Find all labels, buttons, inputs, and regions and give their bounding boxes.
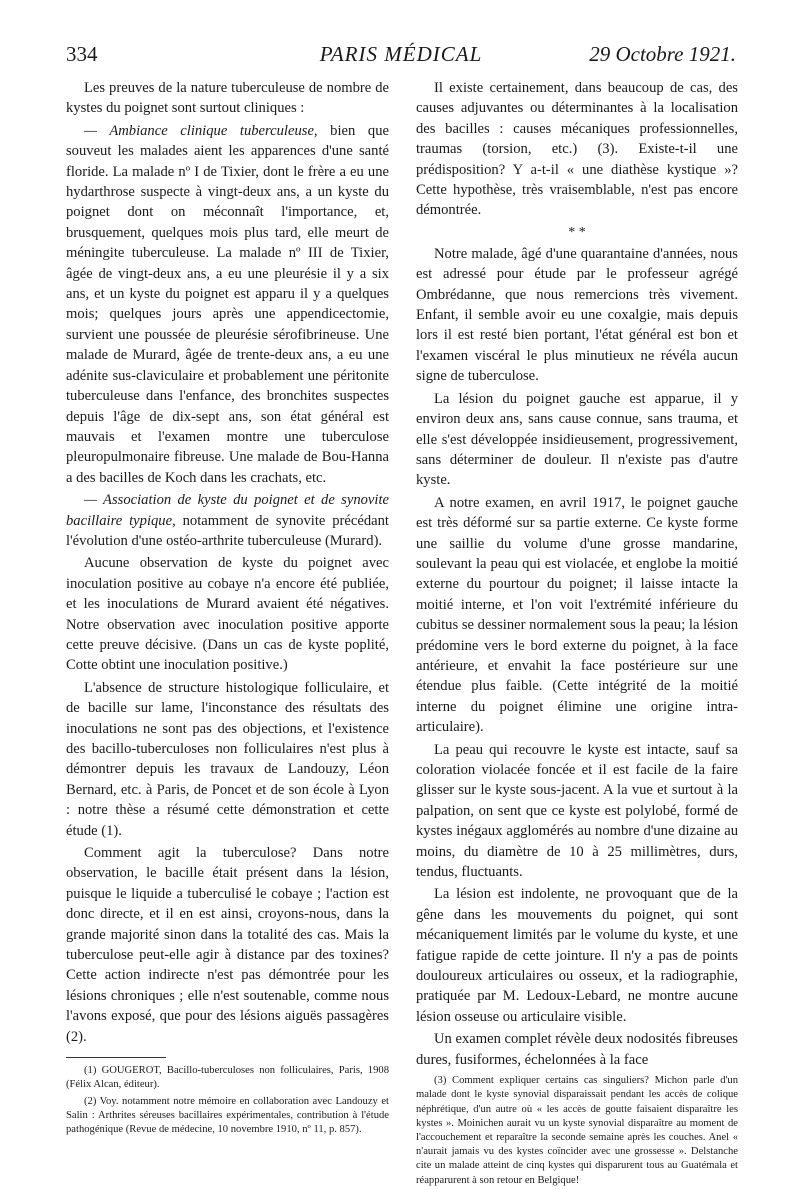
- paragraph: Aucune observation de kyste du poignet avec inoculation positive au cobaye n'a encore été publiée, et les inoculations de Murard avaient été négatives. Notre observation avec inoculation positive apporte cette preuve décisive. (Dans un cas de kyste poplité, Cotte obtint une inoculation positive.): [66, 555, 389, 674]
- paragraph-text: veut les malades aient les apparences d'une santé floride. La malade nº I de Tixier, dont le frère a eu une hydarthrose suspecte à vingt-deux ans, a un kyste du poignet dont on méconnaît l'importance, et, brusquement, quelques mois plus tard, elle meurt de méningite tuberculeuse. La malade nº III de Tixier, âgée de vingt-deux ans, a eu une pleurésie il y a six ans, et un kyste du poignet est apparu il y a quelques mois; quelques jours après une appendicectomie, survient une poussée de pleurésie sérofibrineuse. Une malade de Murard, âgée de trente-deux ans, a eu une adénite sus-claviculaire et probablement une péritonite tuberculeuse dans l'enfance, des bronchites suspectes depuis l'âge de dix-sept ans, son état général est mauvais et l'examen montre une tuberculose pleuropulmonaire fibreuse. Une malade de Bou-Hanna a des bacilles de Koch dans les crachats, etc.: [66, 143, 389, 486]
- paragraph-text: notamment de synovite précé: [175, 512, 364, 529]
- paragraph: Les preuves de la nature tuberculeuse de nombre de kystes du poignet sont surtout cliniques :: [66, 80, 389, 117]
- page-header: [66, 42, 736, 74]
- paragraph-text: bien que sou: [66, 122, 389, 160]
- paragraph: La lésion du poignet gauche est apparue, il y environ deux ans, sans cause connue, sans trauma, et elle s'est développée insidieusement, progressivement, sans déterminer de douleur. Il n'existe pas d'autre kyste.: [416, 390, 738, 489]
- journal-title: PARIS MÉDICAL: [319, 42, 483, 66]
- footnote-rule: [66, 1057, 166, 1058]
- left-column: [66, 78, 389, 1139]
- paragraph: La peau qui recouvre le kyste est intacte, sauf sa coloration violacée foncée et il est facile de la faire glisser sur le kyste sous-jacent. A la vue et surtout à la palpation, on sent que ce kyste est polylobé, formé de kystes inégaux agglomérés au nombre d'une dizaine au moins, du diamètre de 10 à 25 millimètres, durs, tendus, fluctuants.: [416, 741, 738, 881]
- section-separator: * *: [568, 224, 586, 240]
- paragraph: La lésion est indolente, ne provoquant que de la gêne dans les mouvements du poignet, qui sont mécaniquement limités par le volume du kyste, et une fatigue rapide de cette jointure. Il n'y a pas de points douloureux articulaires ou osseux, et la radiographie, pratiquée par M. Ledoux-Lebard, ne montre aucune lésion osseuse ou articulaire visible.: [416, 886, 738, 1025]
- footnote: (3) Comment expliquer certains cas singuliers? Michon parle d'un malade dont le kyste synovial disparaissait pendant les accès de colique néphrétique, d'un autre où « les accès de goutte faisaient disparaître les kystes ». Moinichen aurait vu un kyste synovial disparaître au moment de l'accouchement et reparaître la seconde semaine après les couches. Anel « n'aurait jamais vu des kystes coïncider avec une grossesse ». Delstanche cite un malade atteint de cinq kystes qui disparurent tous au Guatémala et réapparurent à son retour en Belgique!: [416, 1075, 738, 1186]
- paragraph: [66, 121, 389, 488]
- paragraph: Notre malade, âgé d'une quarantaine d'années, nous est adressé pour étude par le professeur agrégé Ombrédanne, que nous remercions très vivement. Enfant, il semble avoir eu une coxalgie, mais depuis lors il est resté bien portant, l'état général est bon et l'examen viscéral le plus minutieux ne révéla aucun signe de tuberculose.: [416, 245, 738, 385]
- paragraph: L'absence de structure histologique folliculaire, et de bacille sur lame, l'inconstance des résultats des inoculations ne sont pas des objections, et l'existence des bacillo-tuberculoses non folliculaires n'est plus à démontrer depuis les travaux de Landouzy, Léon Bernard, etc. à Paris, de Poncet et de son école à Lyon : notre thèse a résumé cette démonstration et cette étude (1).: [66, 679, 389, 839]
- section-heading: — Ambiance clinique tuberculeuse,: [84, 122, 318, 139]
- paragraph-text: dant l'évolution d'une ostéo-arthrite tuberculeuse (Murard).: [66, 512, 389, 549]
- footnote: (2) Voy. notamment notre mémoire en collaboration avec Landouzy et Salin : Arthrites séreuses bacillaires expérimentales, contribution à l'étude pathogénique (Revue de médecine, 10 novembre 1910, nº 11, p. 857).: [66, 1095, 389, 1135]
- paragraph: A notre examen, en avril 1917, le poignet gauche est très déformé sur sa partie externe. Ce kyste forme une saillie du volume d'une grosse mandarine, soulevant la peau qui est violacée, et englobe la moitié externe du pourtour du poignet; il laisse intacte la moitié interne, et l'on voit l'extrémité inférieure du cubitus se dessiner normalement sous la peau; la lésion prédomine vers le bord externe du poignet, à la face antérieure, et envahit la face postérieure sur une étendue plus faible. (Cette intégrité de la moitié interne du poignet élimine une origine intra-articulaire).: [416, 494, 738, 736]
- paragraph: [66, 490, 389, 551]
- issue-date: 29 Octobre 1921.: [589, 42, 736, 66]
- footnote: (1) GOUGEROT, Bacillo-tuberculoses non folliculaires, Paris, 1908 (Félix Alcan, éditeur).: [66, 1065, 389, 1091]
- paragraph: Un examen complet révèle deux nodosités fibreuses dures, fusiformes, échelonnées à la face: [416, 1031, 738, 1068]
- paragraph: Il existe certainement, dans beaucoup de cas, des causes adjuvantes ou déterminantes à la localisation des bacilles : causes mécaniques professionnelles, traumas (torsion, etc.) (3). Existe-t-il une prédisposition? Y a-t-il « une diathèse kystique »? Cette hypothèse, très vraisemblable, n'est pas encore démontrée.: [416, 80, 738, 219]
- paragraph: Comment agit la tuberculose? Dans notre observation, le bacille était présent dans la lésion, puisque le liquide a tuberculisé le cobaye ; l'action est donc directe, et il en est ainsi, croyons-nous, dans la grande majorité sinon dans la totalité des cas. Mais la tuberculose peut-elle agir à distance par des toxines? Cette action indirecte n'est pas démontrée pour les lésions chroniques ; elle n'est soutenable, comme nous l'avons exposé, que pour des lésions aiguës passagères (2).: [66, 845, 389, 1045]
- right-column: [416, 78, 738, 1190]
- page-number: 334: [66, 42, 98, 66]
- section-heading: — Association de kyste du poignet et de synovite bacillaire typique,: [66, 492, 389, 529]
